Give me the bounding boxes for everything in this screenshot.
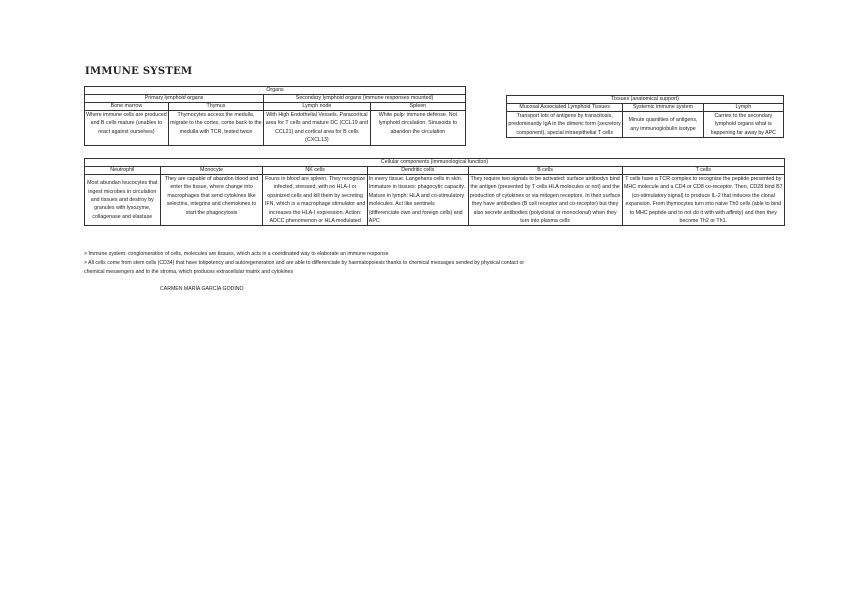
- col-spleen: Spleen: [370, 103, 465, 111]
- cell-spleen: White pulp: immune defense. Not lymphoid circulation. Sinusoids to abandon the circulation: [370, 111, 465, 146]
- cell-systemic: Minute quantities of antigens, any immunoglobulin isotype: [623, 112, 703, 138]
- secondary-lymphoid-header: Secondary lymphoid organs (immune responses mounted): [264, 95, 466, 103]
- note-line: > Immune system: conglomeration of cells, molecules are tissues, which acts in a coordinated way to elaborate an immune response: [84, 251, 389, 257]
- author-name: CARMEN MARÍA GARCÍA GODINO: [160, 286, 244, 292]
- tissues-table: [506, 95, 784, 138]
- cell-nk-cells: Founs in blood are spleen. They recognize infected, stressed, with no HLA-I or opsinized cells and kill them by secreting IFN, which is a macrophage stimulator and increases the HLA-I expression. Action: ADCC phenomenon or HLA modulated: [264, 176, 366, 225]
- cells-header: Cellular components (immunological function): [85, 159, 785, 167]
- note-line: chemical messengers and to the stroma, which produces extracellular matrix and cytokines: [84, 269, 294, 275]
- col-nk-cells: NK cells: [263, 167, 367, 175]
- col-b-cells: B cells: [468, 167, 622, 175]
- organs-table: [84, 86, 466, 146]
- col-neutrophil: Neutrophil: [85, 167, 161, 175]
- col-lymph-node: Lymph node: [264, 103, 371, 111]
- notes: [84, 250, 524, 277]
- organs-header: Organs: [85, 87, 466, 95]
- cells-table: [84, 158, 785, 226]
- tissues-header: Tissues (anatomical support): [507, 96, 784, 104]
- col-lymph: Lymph: [703, 104, 783, 112]
- cell-malt: Transport lots of antigens by transcitosis, predominantly IgA in the dimeric form (secretory component), special intraepithelial T cells: [508, 113, 621, 136]
- cell-lymph: Carries to the secondary lymphoid organs what is happening far away by APC: [703, 112, 783, 138]
- cell-t-cells: T cells have a TCR complex to recognise the peptide presented by MHC molecule and a CD4 or CD8 co-receptor. Then, CD28 bind B7 (co-stimulatory signal) to produce IL-2 that induces the clonal expansion. From thymocytes turn into naive Th0 cells (able to bind to MHC peptide and to not do it with with affinity) and then they become Th2 or Th1.: [623, 176, 783, 225]
- cell-neutrophil: Most abundan leucocytes that ingest microbes in circulation and tissues and destroy by granules with lysozyme, collagenase and elastase: [85, 175, 161, 226]
- cell-lymph-node: With High Endothelial Vessels. Paracortical area for T cells and mature DC (CCL19 and CCL21) and cortical area for B cells (CXCL13): [264, 111, 371, 146]
- cell-thymus: Thymocytes access the medulla, migrate to the cortex, come back to the medulla with TCR, tested twice: [168, 111, 263, 146]
- col-monocyte: Monocyte: [160, 167, 263, 175]
- col-bone-marrow: Bone marrow: [85, 103, 169, 111]
- cell-monocyte: They are capable of abandon blood and enter the tissue, where change into macrophages that send cytokines like selectins, integrins and chemokines to start the phagocytosis: [160, 175, 263, 226]
- col-malt: Mucosal Associated Lymphoid Tissues: [507, 104, 623, 112]
- col-systemic: Systemic immune system: [623, 104, 703, 112]
- col-t-cells: T cells: [622, 167, 784, 175]
- page-title: IMMUNE SYSTEM: [85, 66, 193, 77]
- cell-bone-marrow: Where immune cells are produced and B cells mature (unables to react against ourselves): [85, 111, 169, 146]
- note-line: > All cells come from stem cells (CD34) that have totipotency and autoregeneration and are able to differenciate by haematopoiesis thanks to chemical messages sended by physical contact or: [84, 260, 525, 266]
- col-thymus: Thymus: [168, 103, 263, 111]
- primary-lymphoid-header: Primary lymphoid organs: [85, 95, 264, 103]
- cell-dendritic-cells: In every tissue. Langehans cells in skin. Immature in tissues: phagocytic capacity. Mature in lymph: HLA and co-stimulatory molecules. Act like sentinels (differenciate own and foreign cells) and APC: [367, 175, 468, 226]
- col-dendritic-cells: Dendritic cells: [367, 167, 468, 175]
- cell-b-cells: They require two signals to be activated: surface antibodys bind the antigen (presented by T cells HLA molecules or not) and the production of cytokines or via mitogen receptors. In their surface they have antibodies (B cell receptor and co-receptor) but they also secrete antibodies (polyclonal or monoclonal) when they turn into plasma cells: [469, 176, 621, 225]
